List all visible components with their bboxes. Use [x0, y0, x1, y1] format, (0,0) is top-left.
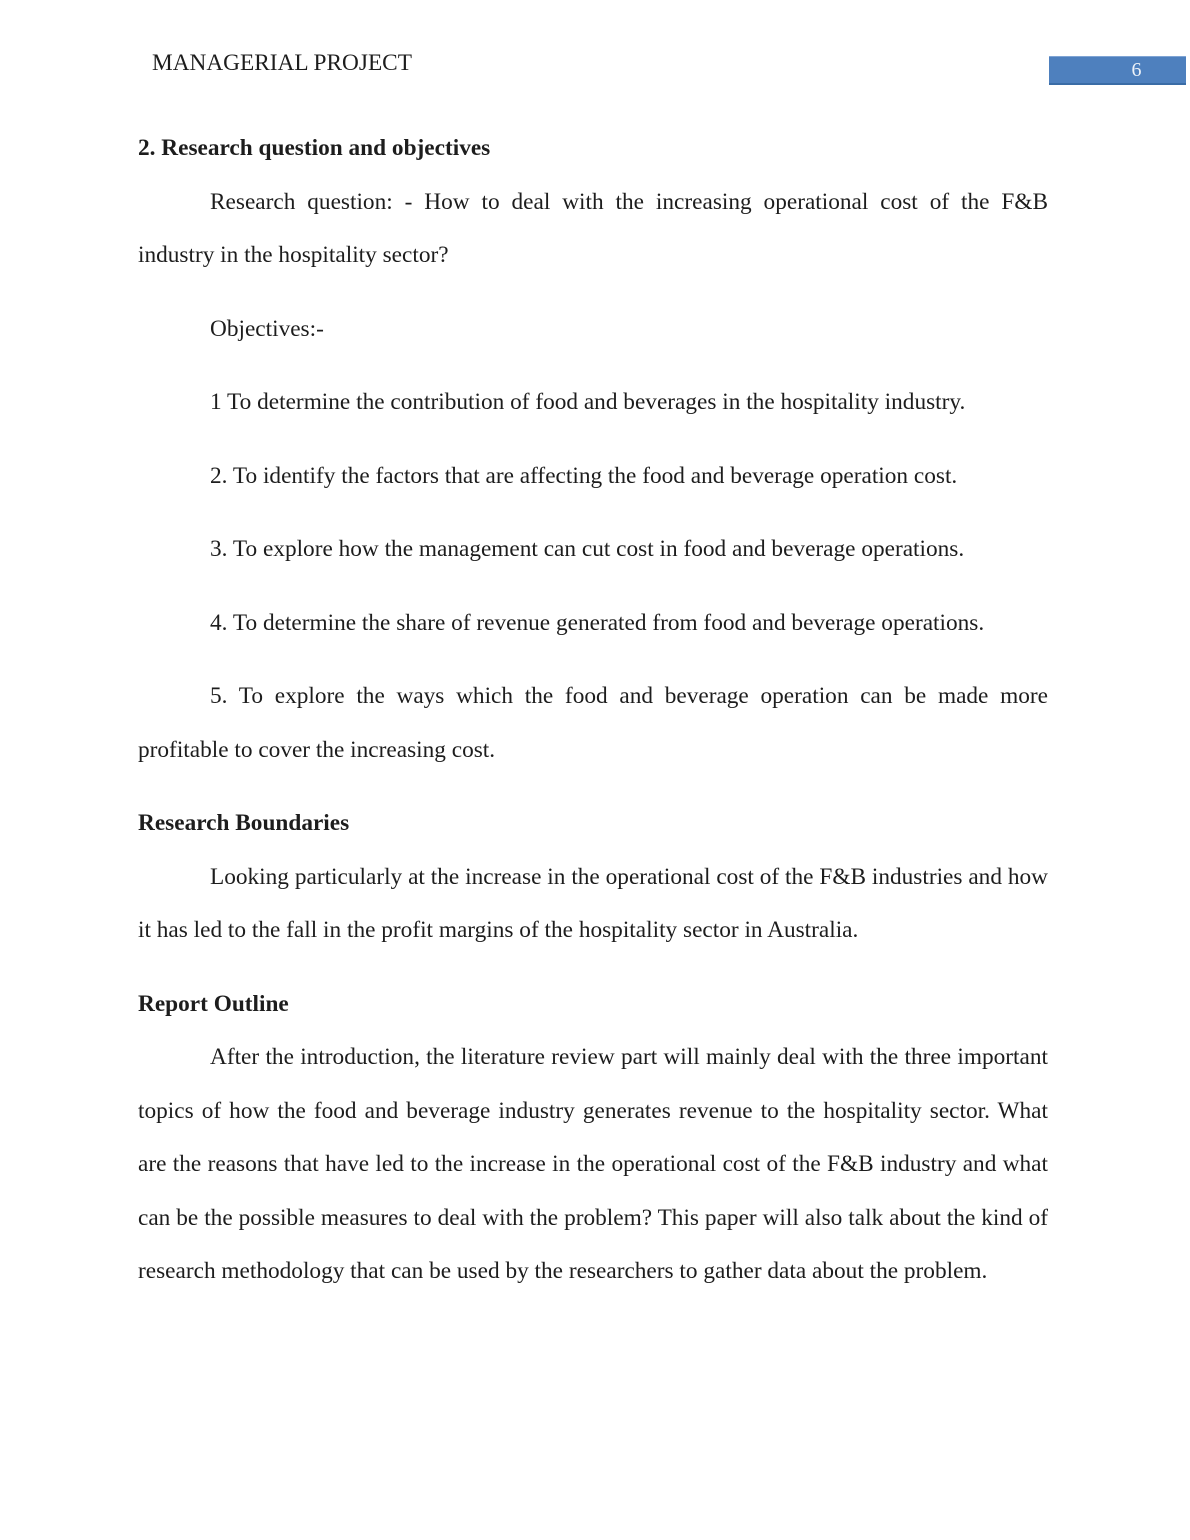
objective-item-3: 3. To explore how the management can cut cost in food and beverage operations.	[210, 536, 965, 562]
objective-item-4: 4. To determine the share of revenue generated from food and beverage operations.	[210, 609, 985, 636]
research-question-paragraph: Research question: - How to deal with the increasing operational cost of the F&B industry in the hospitality sector?	[138, 188, 1048, 268]
objective-item-5: 5. To explore the ways which the food and beverage operation can be made more profitable to cover the increasing cost.	[138, 683, 1048, 763]
objective-item-1: 1 To determine the contribution of food and beverages in the hospitality industry.	[210, 389, 966, 415]
objectives-label: Objectives:-	[210, 315, 324, 342]
document-body	[138, 122, 1048, 1319]
research-boundaries-heading: Research Boundaries	[138, 810, 350, 836]
page-number-badge	[1049, 56, 1186, 85]
objective-item-2: 2. To identify the factors that are affecting the food and beverage operation cost.	[210, 462, 958, 489]
section-heading: 2. Research question and objectives	[138, 135, 491, 161]
research-boundaries-paragraph: Looking particularly at the increase in the operational cost of the F&B industries and how it has led to the fall in the profit margins of the hospitality sector in Australia.	[138, 863, 1048, 943]
page-number: 6	[1131, 59, 1142, 81]
running-header-title: MANAGERIAL PROJECT	[152, 50, 412, 76]
report-outline-paragraph: After the introduction, the literature review part will mainly deal with the three important topics of how the food and beverage industry generates revenue to the hospitality sector. What are the reasons that have led to the increase in the operational cost of the F&B industry and what can be the possible measures to deal with the problem? This paper will also talk about the kind of research methodology that can be used by the researchers to gather data about the problem.	[138, 1044, 1048, 1284]
report-outline-heading: Report Outline	[138, 990, 289, 1017]
